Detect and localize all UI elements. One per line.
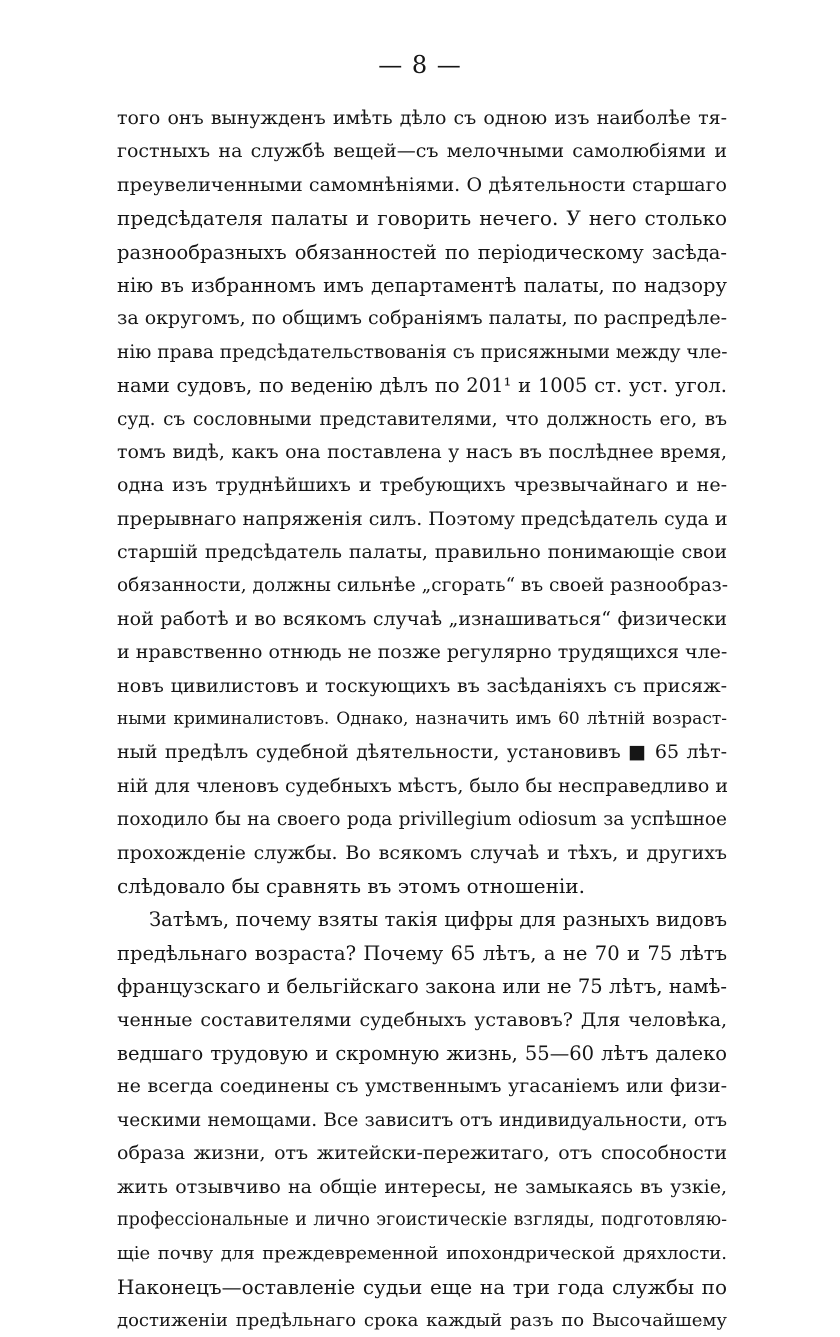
text-line: и нравственно отнюдь не позже регулярно трудящихся чле- [117, 641, 728, 664]
text-line: нію права предсѣдательствованія съ присяжными между чле- [117, 341, 728, 363]
page-number: — 8 — [378, 51, 462, 79]
text-line: ный предѣлъ судебной дѣятельности, установивъ ■ 65 лѣт- [117, 741, 727, 764]
text-line: ченные составителями судебныхъ уставовъ? Для человѣка, [117, 1008, 727, 1031]
text-line: томъ видѣ, какъ она поставлена у насъ въ послѣднее время, [117, 440, 727, 463]
text-line: ческими немощами. Все зависитъ отъ индивидуальности, отъ [117, 1109, 727, 1131]
text-line: гостныхъ на службѣ вещей—съ мелочными самолюбіями и [117, 140, 727, 163]
text-line: преувеличенными самомнѣніями. О дѣятельности старшаго [117, 173, 727, 196]
text-line: ными криминалистовъ. Однако, назначить имъ 60 лѣтній возраст- [117, 709, 727, 730]
text-line: достиженіи предѣльнаго срока каждый разъ по Высочайшему [117, 1310, 727, 1332]
text-line: разнообразныхъ обязанностей по періодическому засѣда- [117, 240, 727, 264]
text-line: того онъ вынужденъ имѣть дѣло съ одною изъ наиболѣе тя- [117, 107, 727, 129]
paragraph-end-line: слѣдовало бы сравнять въ этомъ отношеніи. [117, 873, 585, 898]
text-line: предѣльнаго возраста? Почему 65 лѣтъ, а не 70 и 75 лѣтъ [117, 941, 727, 965]
text-line: прохожденіе службы. Во всякомъ случаѣ и тѣхъ, и другихъ [117, 841, 727, 864]
text-line: новъ цивилистовъ и тоскующихъ въ засѣданіяхъ съ присяж- [117, 674, 727, 697]
text-line: предсѣдателя палаты и говорить нечего. У него столько [117, 206, 727, 231]
text-line: нами судовъ, по веденію дѣлъ по 201¹ и 1005 ст. уст. угол. [117, 374, 727, 398]
text-line: профессіональные и лично эгоистическіе взгляды, подготовляю- [117, 1209, 727, 1230]
text-line: ведшаго трудовую и скромную жизнь, 55—60 лѣтъ далеко [117, 1041, 727, 1065]
body-text [117, 102, 727, 1337]
text-line: жить отзывчиво на общіе интересы, не замыкаясь въ узкіе, [117, 1175, 727, 1198]
text-line: щіе почву для преждевременной ипохондрической дряхлости. [117, 1243, 727, 1265]
text-line: походило бы на своего рода privillegium odiosum за успѣшное [117, 809, 727, 831]
text-line: ній для членовъ судебныхъ мѣстъ, было бы несправедливо и [117, 774, 729, 797]
text-line: образа жизни, отъ житейски-пережитаго, отъ способности [117, 1142, 727, 1165]
text-line: Наконецъ—оставленіе судьи еще на три года службы по [117, 1274, 727, 1299]
text-line: старшій предсѣдатель палаты, правильно понимающіе свои [117, 541, 727, 564]
text-line: суд. съ сословными представителями, что должность его, въ [117, 408, 727, 430]
text-line: обязанности, должны сильнѣе „сгорать“ въ своей разнообраз- [117, 575, 728, 597]
paragraph-start-line: Затѣмъ, почему взяты такія цифры для разныхъ видовъ [149, 908, 727, 932]
text-line: прерывнаго напряженія силъ. Поэтому предсѣдатель суда и [117, 507, 728, 530]
text-line: нію въ избранномъ имъ департаментѣ палаты, по надзору [117, 273, 727, 297]
text-line: не всегда соединены съ умственнымъ угасаніемъ или физи- [117, 1075, 727, 1098]
text-line: одна изъ труднѣйшихъ и требующихъ чрезвычайнаго и не- [117, 474, 727, 497]
text-line: ной работѣ и во всякомъ случаѣ „изнашиваться“ физически [117, 607, 727, 630]
text-line: за округомъ, по общимъ собраніямъ палаты, по распредѣле- [117, 307, 727, 330]
text-line: французскаго и бельгійскаго закона или не 75 лѣтъ, намѣ- [117, 975, 727, 999]
